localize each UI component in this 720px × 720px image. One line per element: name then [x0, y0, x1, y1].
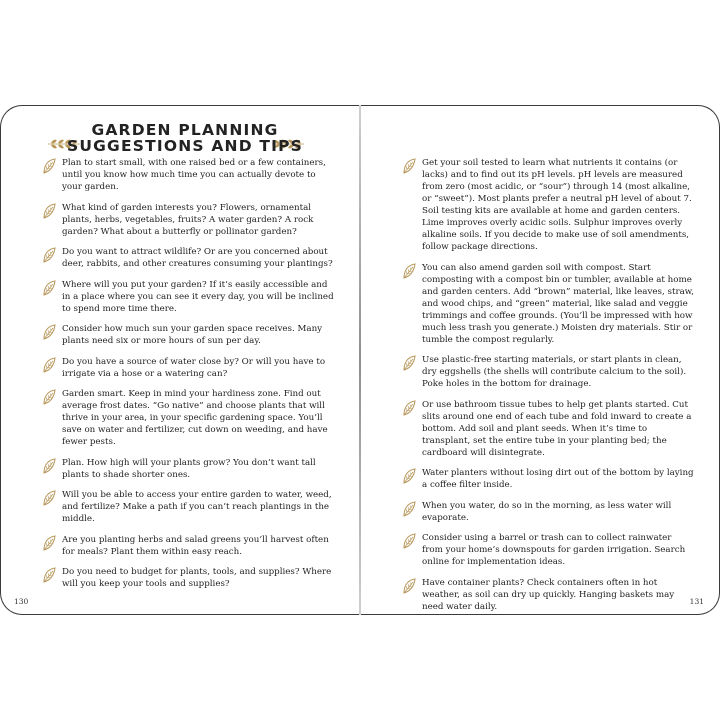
- leaf-icon: [42, 203, 56, 219]
- tip-item: [402, 262, 694, 346]
- leaf-icon: [402, 158, 416, 174]
- tip-text: Consider using a barrel or trash can to collect rainwater from your home’s downspouts for garden irrigation. Search online for implementation ideas.: [422, 533, 686, 567]
- tip-text: Have container plants? Check containers often in hot weather, as soil can dry up quickly. Hanging baskets may need water daily.: [422, 577, 675, 612]
- page-title: GARDEN PLANNING SUGGESTIONS AND TIPS: [66, 121, 304, 155]
- tip-item: [402, 157, 694, 253]
- tip-item: [402, 467, 694, 491]
- leaf-icon: [42, 357, 56, 373]
- leaf-icon: [402, 468, 416, 484]
- tip-text: Do you have a source of water close by? Or will you have to irrigate via a hose or a watering can?: [62, 356, 326, 379]
- leaf-icon: [402, 533, 416, 549]
- tip-text: Or use bathroom tissue tubes to help get plants started. Cut slits around one end of each tube and fold inward to create a bottom. Add soil and plant seeds. When it’s time to transplant, set the entire tube in your planting bed; the cardboard will disintegrate.: [422, 399, 692, 458]
- tip-text: You can also amend garden soil with compost. Start composting with a compost bin or tumbler, available at home and garden centers. Add “brown” material, like leaves, straw, and wood chips, and “green” material, like salad and veggie trimmings and coffee grounds. (You’ll be impressed with how much less trash you generate.) Moisten dry materials. Stir or tumble the compost regularly.: [422, 262, 694, 345]
- leaf-icon: [42, 535, 56, 551]
- tip-item: [42, 202, 336, 238]
- leaf-icon: [42, 458, 56, 474]
- tip-text: Do you want to attract wildlife? Or are you concerned about deer, rabbits, and other creatures consuming your plantings?: [62, 247, 333, 269]
- tip-item: [42, 489, 336, 525]
- leaf-icon: [42, 247, 56, 263]
- book-spread: [0, 105, 720, 617]
- tip-text: Plan to start small, with one raised bed or a few containers, until you know how much time you can actually devote to your garden.: [62, 158, 326, 192]
- tip-item: [42, 388, 336, 448]
- right-tips-list: [402, 157, 694, 621]
- leaf-icon: [402, 263, 416, 279]
- tip-text: When you water, do so in the morning, as less water will evaporate.: [422, 500, 672, 523]
- tip-text: Will you be able to access your entire garden to water, weed, and fertilize? Make a path if you can’t reach plantings in the middle.: [62, 490, 332, 524]
- tip-text: Are you planting herbs and salad greens you’ll harvest often for meals? Plant them within easy reach.: [62, 534, 329, 557]
- leaf-icon: [42, 567, 56, 583]
- book-gutter: [359, 105, 361, 615]
- leaf-icon: [42, 324, 56, 340]
- tip-text: Do you need to budget for plants, tools, and supplies? Where will you keep your tools and supplies?: [62, 567, 332, 589]
- page-number-left: 130: [14, 597, 29, 606]
- leaf-icon: [402, 578, 416, 594]
- tip-item: [42, 323, 336, 347]
- leaf-icon: [42, 280, 56, 296]
- tip-text: Consider how much sun your garden space receives. Many plants need six or more hours of sun per day.: [62, 324, 323, 346]
- tip-text: What kind of garden interests you? Flowers, ornamental plants, herbs, vegetables, fruits? A water garden? A rock garden? What about a butterfly or pollinator garden?: [62, 202, 314, 237]
- leaf-icon: [42, 158, 56, 174]
- leaf-icon: [42, 389, 56, 405]
- tip-text: Garden smart. Keep in mind your hardiness zone. Find out average frost dates. “Go native” and choose plants that will thrive in your area, in your specific gardening space. You’ll save on water and fertilizer, cut down on weeding, and have fewer pests.: [62, 389, 328, 447]
- page-number-right: 131: [689, 597, 704, 606]
- tip-item: [42, 157, 336, 193]
- tip-text: Where will you put your garden? If it’s easily accessible and in a place where you can see it every day, you will be inclined to spend more time there.: [62, 279, 334, 314]
- tip-item: [42, 566, 336, 590]
- tip-item: [402, 399, 694, 459]
- tip-text: Use plastic-free starting materials, or start plants in clean, dry eggshells (the shells will contribute calcium to the soil). Poke holes in the bottom for drainage.: [422, 355, 687, 389]
- tip-item: [402, 532, 694, 568]
- tip-item: [42, 246, 336, 270]
- tip-text: Get your soil tested to learn what nutrients it contains (or lacks) and to find out its pH levels. pH levels are measured from zero (most acidic, or “sour”) through 14 (most alkaline, or “sweet”). Most plants prefer a neutral pH level of about 7. Soil testing kits are available at home and garden centers. Lime improves overly acidic soils. Sulphur improves overly alkaline soils. If you decide to make use of soil amendments, follow package directions.: [422, 158, 692, 252]
- leaf-icon: [402, 501, 416, 517]
- page-title-block: [40, 122, 330, 154]
- tip-text: Water planters without losing dirt out of the bottom by laying a coffee filter inside.: [422, 468, 694, 490]
- leaf-icon: [402, 400, 416, 416]
- tip-item: [42, 457, 336, 481]
- left-tips-list: [42, 157, 336, 599]
- tip-item: [42, 356, 336, 380]
- tip-item: [42, 279, 336, 315]
- tip-item: [402, 500, 694, 524]
- tip-item: [402, 354, 694, 390]
- tip-item: [42, 534, 336, 558]
- tip-item: [402, 577, 694, 613]
- leaf-icon: [42, 490, 56, 506]
- leaf-icon: [402, 355, 416, 371]
- tip-text: Plan. How high will your plants grow? You don’t want tall plants to shade shorter ones.: [62, 457, 316, 480]
